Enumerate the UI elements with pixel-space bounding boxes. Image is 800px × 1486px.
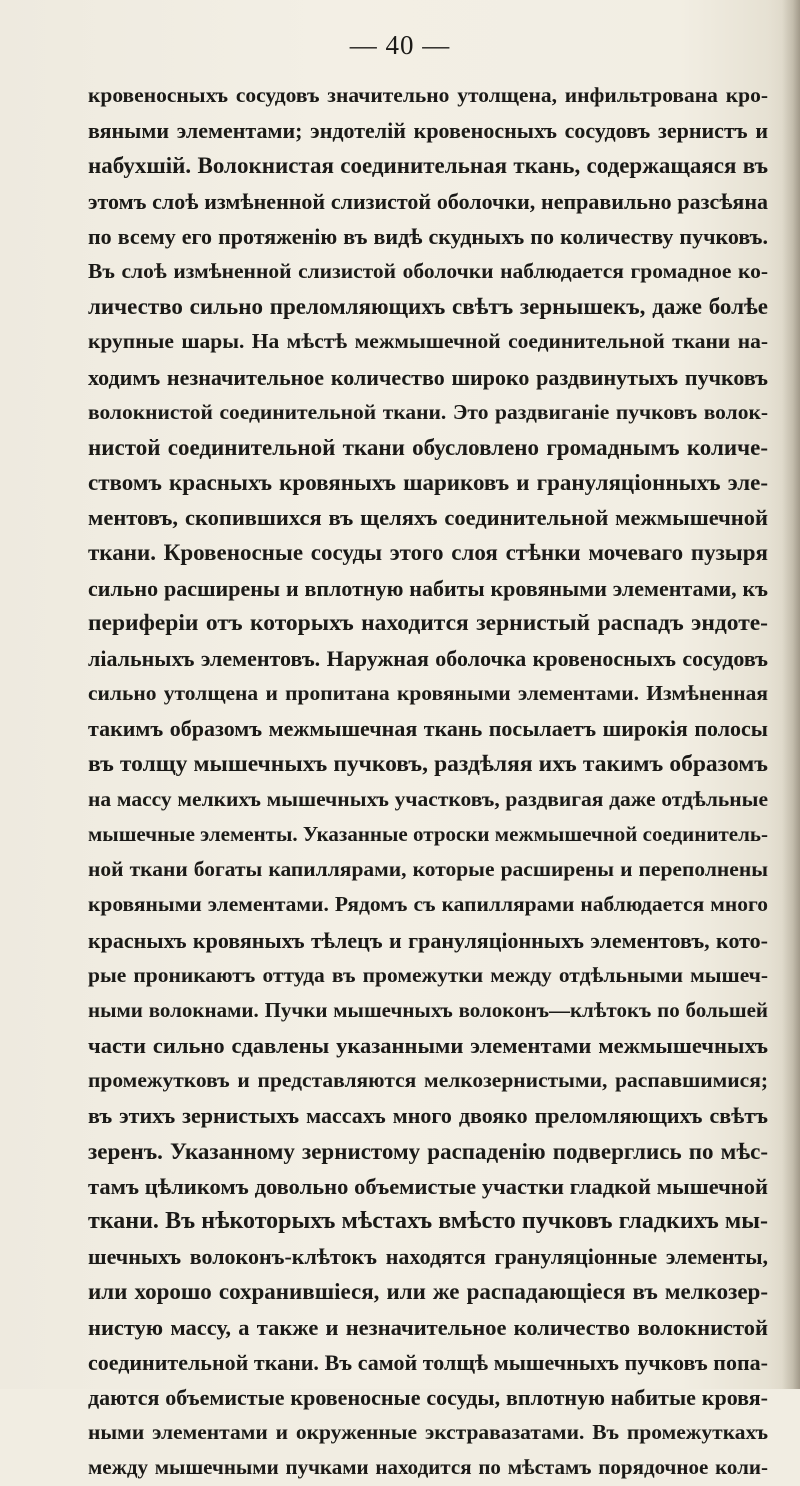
text-line: тамъ цѣликомъ довольно объемистые участки гладкой мышечной (88, 1173, 768, 1199)
text-line: въ толщу мышечныхъ пучковъ, раздѣляя ихъ такимъ образомъ (88, 750, 768, 777)
text-line: ткани. Въ нѣкоторыхъ мѣстахъ вмѣсто пучковъ гладкихъ мы- (88, 1208, 768, 1234)
text-line: зеренъ. Указанному зернистому распаденію подверглись по мѣс- (88, 1138, 768, 1164)
text-line: красныхъ кровяныхъ тѣлецъ и грануляціонныхъ элементовъ, кото- (88, 927, 768, 953)
page-edge-shadow (782, 0, 800, 1389)
text-line: вяными элементами; эндотелій кровеносныхъ сосудовъ зернистъ и (88, 118, 768, 144)
body-text (88, 78, 768, 1486)
text-line: ной ткани богаты капиллярами, которые расширены и переполнены (88, 857, 768, 882)
text-line: соединительной ткани. Въ самой толщѣ мышечныхъ пучковъ попа- (88, 1349, 768, 1375)
text-line: по всему его протяженію въ видѣ скудныхъ по количеству пучковъ. (88, 223, 768, 249)
text-line: крупные шары. На мѣстѣ межмышечной соединительной ткани на- (88, 329, 768, 354)
text-line: въ этихъ зернистыхъ массахъ много двояко преломляющихъ свѣтъ (88, 1103, 768, 1129)
text-line: ствомъ красныхъ кровяныхъ шариковъ и грануляціонныхъ эле- (88, 470, 768, 496)
text-line: этомъ слоѣ измѣненной слизистой оболочки, неправильно разсѣяна (88, 188, 768, 214)
text-line: личество сильно преломляющихъ свѣтъ зернышекъ, даже болѣе (88, 294, 768, 320)
text-line: кровяными элементами. Рядомъ съ капиллярами наблюдается много (88, 892, 768, 917)
text-line: ходимъ незначительное количество широко раздвинутыхъ пучковъ (88, 364, 768, 390)
text-line: ліальныхъ элементовъ. Наружная оболочка кровеносныхъ сосудовъ (88, 646, 768, 671)
text-line: ментовъ, скопившихся въ щеляхъ соединительной межмышечной (88, 505, 768, 531)
text-line: шечныхъ волоконъ-клѣтокъ находятся грануляціонные элементы, (88, 1244, 768, 1270)
text-line: рые проникаютъ оттуда въ промежутки между отдѣльными мышеч- (88, 962, 768, 987)
text-line: набухшій. Волокнистая соединительная ткань, содержащаяся въ (88, 153, 768, 179)
text-line: ткани. Кровеносные сосуды этого слоя стѣнки мочеваго пузыря (88, 540, 768, 566)
text-line: части сильно сдавлены указанными элементами межмышечныхъ (88, 1033, 768, 1059)
text-line: нистой соединительной ткани обусловлено громаднымъ количе- (88, 434, 768, 460)
page-number: — 40 — (349, 30, 451, 60)
text-line: между мышечными пучками находится по мѣстамъ порядочное коли- (88, 1455, 768, 1480)
text-line: мышечные элементы. Указанные отроски межмышечной соединитель- (88, 821, 768, 846)
text-line: периферіи отъ которыхъ находится зернистый распадъ эндоте- (88, 609, 768, 636)
text-line: промежутковъ и представляются мелкозернистыми, распавшимися; (88, 1068, 768, 1093)
text-line: ными элементами и окруженные экстравазатами. Въ промежуткахъ (88, 1420, 768, 1445)
text-line: кровеносныхъ сосудовъ значительно утолщена, инфильтрована кро- (88, 83, 768, 107)
text-line: Въ слоѣ измѣненной слизистой оболочки наблюдается громадное ко- (88, 258, 768, 283)
text-line: ными волокнами. Пучки мышечныхъ волоконъ—клѣтокъ по большей (88, 997, 768, 1022)
text-line: сильно расширены и вплотную набиты кровяными элементами, къ (88, 575, 768, 601)
text-line: волокнистой соединительной ткани. Это раздвиганіе пучковъ волок- (88, 399, 768, 424)
text-line: на массу мелкихъ мышечныхъ участковъ, раздвигая даже отдѣльные (88, 786, 768, 811)
text-line: такимъ образомъ межмышечная ткань посылаетъ широкія полосы (88, 716, 768, 742)
text-line: или хорошо сохранившіеся, или же распадающіеся въ мелкозер- (88, 1279, 768, 1305)
text-line: даются объемистые кровеносные сосуды, вплотную набитые кровя- (88, 1384, 768, 1410)
text-line: сильно утолщена и пропитана кровяными элементами. Измѣненная (88, 681, 768, 706)
text-line: нистую массу, а также и незначительное количество волокнистой (88, 1314, 768, 1340)
